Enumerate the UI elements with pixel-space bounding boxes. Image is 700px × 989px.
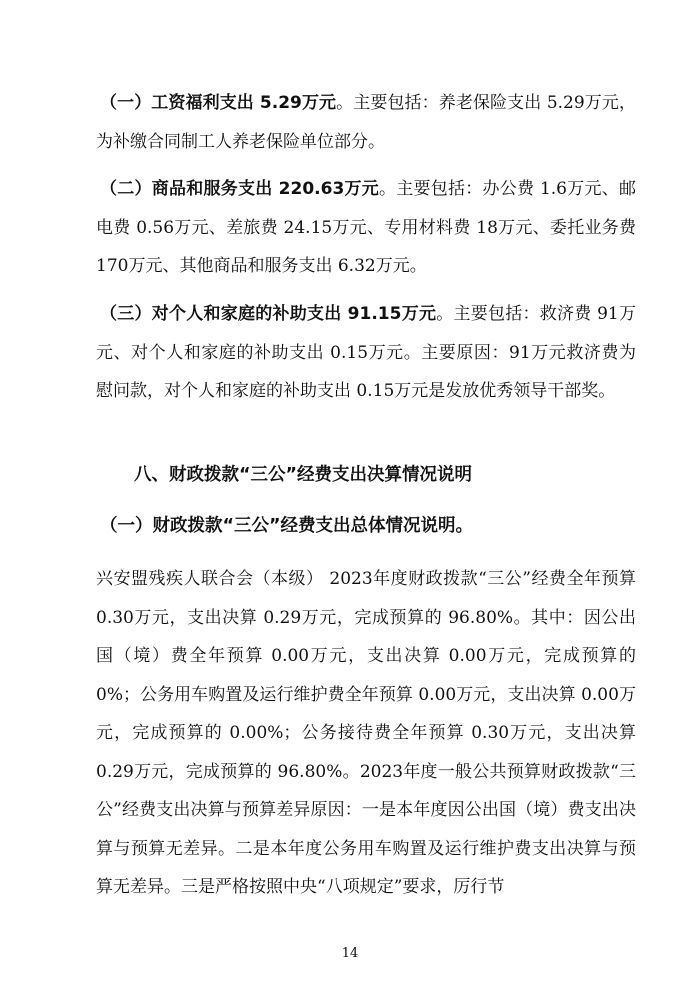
paragraph-goods-services — [96, 170, 636, 286]
paragraph-body: 。主要包括：养老保险支出 5.29万元，为补缴合同制工人养老保险单位部分。 — [96, 93, 636, 152]
paragraph-body: 。主要包括：办公费 1.6万元、邮电费 0.56万元、差旅费 24.15万元、专用材料费 18万元、委托业务费 170万元、其他商品和服务支出 6.32万元。 — [96, 179, 636, 276]
page-number: 14 — [341, 946, 359, 961]
paragraph-lead: （二）商品和服务支出 220.63万元 — [100, 179, 380, 199]
paragraph-body: 。主要包括：救济费 91万元、对个人和家庭的补助支出 0.15万元。主要原因：91万元救济费为慰问款，对个人和家庭的补助支出 0.15万元是发放优秀领导干部奖。 — [96, 304, 636, 401]
section-heading: 八、财政拨款“三公”经费支出决算情况说明 — [134, 465, 473, 485]
paragraph-lead: （三）对个人和家庭的补助支出 91.15万元 — [100, 304, 437, 324]
paragraph-wage-welfare — [96, 84, 636, 161]
paragraph-lead: （一）工资福利支出 5.29万元 — [100, 93, 337, 113]
subsection-heading: （一）财政拨款“三公”经费支出总体情况说明。 — [100, 516, 474, 536]
paragraph-household-subsidy — [96, 295, 636, 411]
paragraph-three-public-funds: 兴安盟残疾人联合会（本级） 2023年度财政拨款“三公”经费全年预算 0.30万元，支出决算 0.29万元，完成预算的 96.80%。其中：因公出国（境）费全年预算 0.00万元，支出决算 0.00万元，完成预算的 0%；公务用车购置及运行维护费全年预算 0.00万元，支出决算 0.00万元，完成预算的 0.00%；公务接待费全年预算 0.30万元，支出决算 0.29万元，完成预算的 96.80%。2023年度一般公共预算财政拨款“三公”经费支出决算与预算差异原因：一是本年度因公出国（境）费支出决算与预算无差异。二是本年度公务用车购置及运行维护费支出决算与预算无差异。三是严格按照中央“八项规定”要求，厉行节 — [96, 569, 636, 897]
